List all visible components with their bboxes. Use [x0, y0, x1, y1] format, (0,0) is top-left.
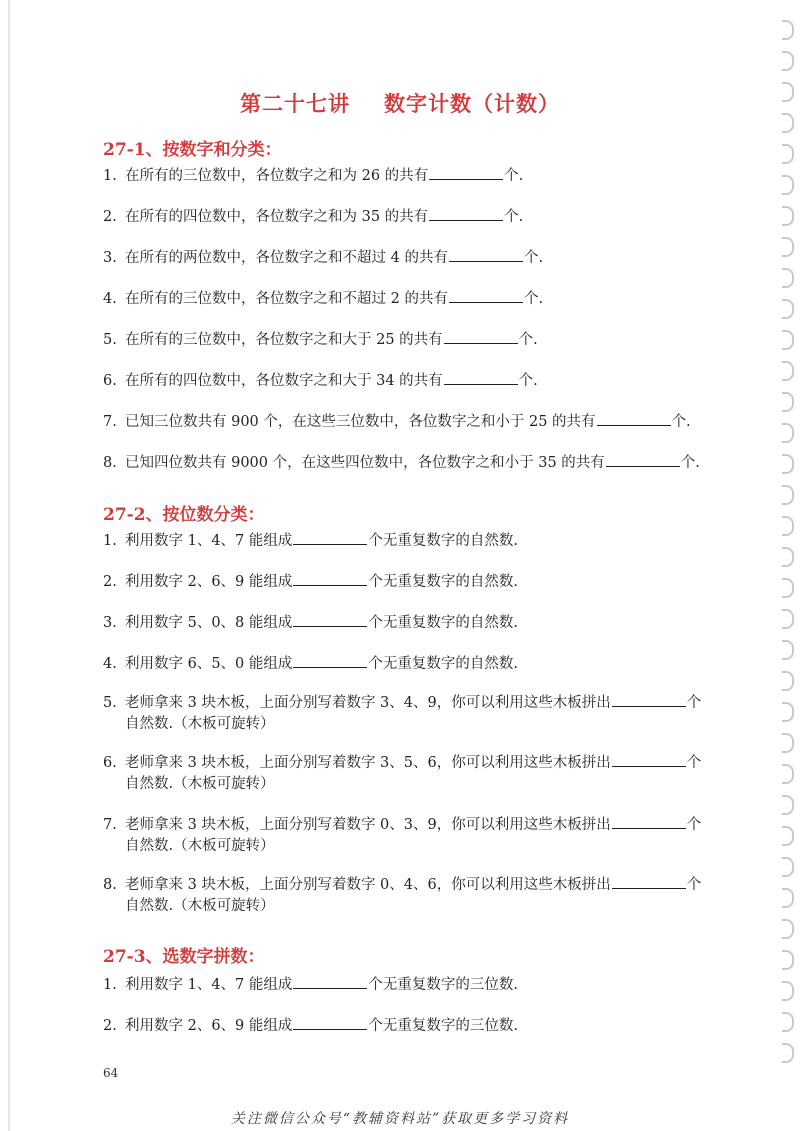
- binder-ring: [782, 826, 794, 846]
- question-suffix: 个.: [523, 291, 544, 307]
- footer-note: 关注微信公众号“教辅资料站”获取更多学习资料: [230, 1111, 570, 1127]
- answer-blank[interactable]: [429, 165, 503, 180]
- question-item: [103, 329, 538, 351]
- question-suffix: 个: [686, 695, 702, 711]
- question-suffix: 个无重复数字的自然数.: [368, 615, 519, 631]
- binder-ring: [782, 981, 794, 1001]
- question-text: 在所有的两位数中，各位数字之和不超过 4 的共有: [125, 250, 448, 266]
- answer-blank[interactable]: [612, 874, 686, 889]
- question-item: [103, 752, 701, 795]
- binder-ring: [782, 1043, 794, 1063]
- answer-blank[interactable]: [612, 692, 686, 707]
- question-text: 老师拿来 3 块木板，上面分别写着数字 0、4、6，你可以利用这些木板拼出: [125, 877, 611, 893]
- question-suffix: 个无重复数字的自然数.: [368, 533, 519, 549]
- answer-blank[interactable]: [444, 370, 518, 385]
- binder-ring: [782, 950, 794, 970]
- question-item: [103, 452, 700, 474]
- question-text: 已知三位数共有 900 个，在这些三位数中，各位数字之和小于 25 的共有: [125, 414, 596, 430]
- binder-ring: [782, 640, 794, 660]
- question-suffix: 个无重复数字的自然数.: [368, 574, 519, 590]
- answer-blank[interactable]: [293, 653, 367, 668]
- question-item: [103, 370, 538, 392]
- question-number: 5.: [103, 332, 117, 348]
- binder-ring: [782, 330, 794, 350]
- question-suffix: 个.: [523, 250, 544, 266]
- lecture-topic: 数字计数（计数）: [384, 91, 560, 116]
- question-number: 4.: [103, 291, 117, 307]
- question-number: 2.: [103, 574, 117, 590]
- binder-ring: [782, 1012, 794, 1032]
- binder-ring: [782, 20, 794, 40]
- binder-ring: [782, 361, 794, 381]
- section-heading-27-2: 27-2、按位数分类：: [103, 505, 265, 525]
- answer-blank[interactable]: [612, 752, 686, 767]
- question-text: 在所有的三位数中，各位数字之和大于 25 的共有: [125, 332, 443, 348]
- question-suffix: 个: [686, 877, 702, 893]
- question-text: 利用数字 5、0、8 能组成: [125, 615, 293, 631]
- question-suffix: 个.: [518, 332, 538, 348]
- question-continuation: 自然数.（木板可旋转）: [125, 716, 275, 732]
- answer-blank[interactable]: [429, 206, 503, 221]
- binder-ring: [782, 144, 794, 164]
- binder-ring: [782, 733, 794, 753]
- question-suffix: 个: [686, 817, 702, 833]
- binder-ring: [782, 454, 794, 474]
- binder-ring: [782, 51, 794, 71]
- page-edge: [8, 0, 10, 1131]
- question-text: 在所有的四位数中，各位数字之和大于 34 的共有: [125, 373, 443, 389]
- binder-ring: [782, 671, 794, 691]
- binder-ring: [782, 237, 794, 257]
- binder-ring: [782, 919, 794, 939]
- question-number: 8.: [103, 877, 117, 893]
- question-text: 在所有的三位数中，各位数字之和不超过 2 的共有: [125, 291, 448, 307]
- binder-ring: [782, 268, 794, 288]
- question-number: 2.: [103, 209, 117, 225]
- answer-blank[interactable]: [293, 1015, 367, 1030]
- answer-blank[interactable]: [597, 411, 671, 426]
- binder-ring: [782, 764, 794, 784]
- question-number: 6.: [103, 755, 117, 771]
- question-suffix: 个无重复数字的三位数.: [368, 977, 519, 993]
- answer-blank[interactable]: [293, 571, 367, 586]
- lecture-number: 第二十七讲: [240, 91, 350, 116]
- question-item: [103, 411, 691, 433]
- question-number: 2.: [103, 1018, 117, 1034]
- question-text: 利用数字 1、4、7 能组成: [125, 977, 293, 993]
- answer-blank[interactable]: [449, 288, 523, 303]
- question-text: 已知四位数共有 9000 个，在这些四位数中，各位数字之和小于 35 的共有: [125, 455, 605, 471]
- answer-blank[interactable]: [444, 329, 518, 344]
- answer-blank[interactable]: [612, 814, 686, 829]
- question-continuation: 自然数.（木板可旋转）: [125, 898, 275, 914]
- binder-ring: [782, 857, 794, 877]
- question-suffix: 个.: [680, 455, 700, 471]
- question-item: [103, 247, 543, 269]
- binder-ring: [782, 888, 794, 908]
- question-item: [103, 974, 518, 996]
- section-heading-27-3: 27-3、选数字拼数：: [103, 947, 265, 967]
- answer-blank[interactable]: [293, 530, 367, 545]
- question-item: [103, 692, 701, 735]
- binder-ring: [782, 609, 794, 629]
- page-title: [0, 88, 800, 118]
- question-suffix: 个: [686, 755, 702, 771]
- question-suffix: 个.: [671, 414, 691, 430]
- answer-blank[interactable]: [449, 247, 523, 262]
- question-item: [103, 165, 523, 187]
- question-number: 4.: [103, 656, 117, 672]
- binder-ring: [782, 547, 794, 567]
- question-item: [103, 814, 701, 857]
- question-item: [103, 530, 518, 552]
- binder-ring: [782, 206, 794, 226]
- binder-ring: [782, 795, 794, 815]
- binder-ring: [782, 516, 794, 536]
- answer-blank[interactable]: [293, 974, 367, 989]
- section-heading-27-1: 27-1、按数字和分类：: [103, 140, 282, 160]
- page-number: 64: [103, 1066, 119, 1080]
- question-continuation: 自然数.（木板可旋转）: [125, 776, 275, 792]
- binder-ring: [782, 423, 794, 443]
- question-item: [103, 874, 701, 917]
- binder-ring: [782, 578, 794, 598]
- answer-blank[interactable]: [293, 612, 367, 627]
- question-number: 3.: [103, 250, 117, 266]
- question-suffix: 个无重复数字的三位数.: [368, 1018, 519, 1034]
- answer-blank[interactable]: [606, 452, 680, 467]
- question-suffix: 个.: [518, 373, 538, 389]
- question-number: 3.: [103, 615, 117, 631]
- question-text: 利用数字 1、4、7 能组成: [125, 533, 293, 549]
- binder-ring: [782, 485, 794, 505]
- binder-rings: [772, 20, 796, 1080]
- question-item: [103, 288, 543, 310]
- question-suffix: 个.: [504, 209, 524, 225]
- question-number: 5.: [103, 695, 117, 711]
- question-text: 在所有的四位数中，各位数字之和为 35 的共有: [125, 209, 429, 225]
- binder-ring: [782, 702, 794, 722]
- question-number: 1.: [103, 533, 117, 549]
- question-text: 利用数字 2、6、9 能组成: [125, 574, 293, 590]
- question-item: [103, 1015, 518, 1037]
- question-text: 老师拿来 3 块木板，上面分别写着数字 0、3、9，你可以利用这些木板拼出: [125, 817, 611, 833]
- question-item: [103, 653, 518, 675]
- question-text: 在所有的三位数中，各位数字之和为 26 的共有: [125, 168, 429, 184]
- question-suffix: 个.: [504, 168, 524, 184]
- binder-ring: [782, 299, 794, 319]
- question-number: 1.: [103, 977, 117, 993]
- question-item: [103, 571, 518, 593]
- question-suffix: 个无重复数字的自然数.: [368, 656, 519, 672]
- question-number: 6.: [103, 373, 117, 389]
- question-item: [103, 206, 523, 228]
- question-number: 7.: [103, 817, 117, 833]
- binder-ring: [782, 175, 794, 195]
- question-text: 老师拿来 3 块木板，上面分别写着数字 3、5、6，你可以利用这些木板拼出: [125, 755, 611, 771]
- question-item: [103, 612, 518, 634]
- question-text: 利用数字 2、6、9 能组成: [125, 1018, 293, 1034]
- binder-ring: [782, 392, 794, 412]
- question-text: 老师拿来 3 块木板，上面分别写着数字 3、4、9，你可以利用这些木板拼出: [125, 695, 611, 711]
- question-number: 1.: [103, 168, 117, 184]
- question-number: 8.: [103, 455, 117, 471]
- question-number: 7.: [103, 414, 117, 430]
- question-text: 利用数字 6、5、0 能组成: [125, 656, 293, 672]
- question-continuation: 自然数.（木板可旋转）: [125, 838, 275, 854]
